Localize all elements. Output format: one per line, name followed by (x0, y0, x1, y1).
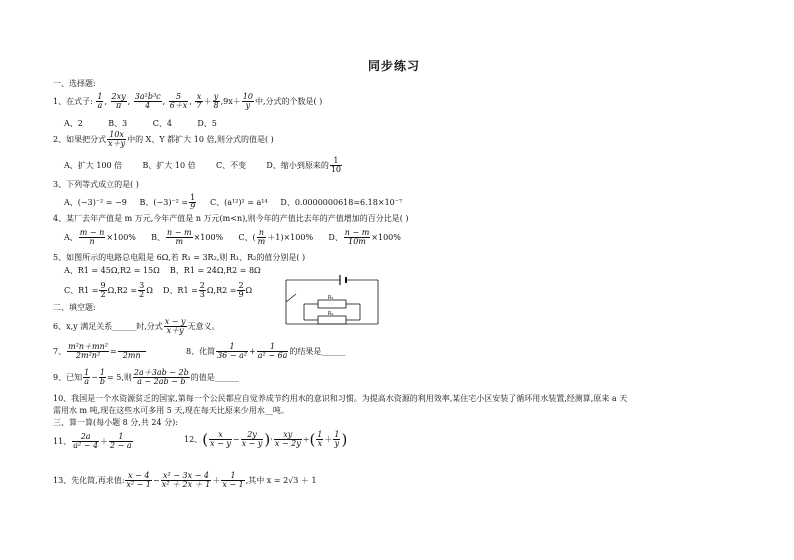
section-heading-fill: 二、填空题: (53, 303, 96, 312)
question-5: 5、如图所示的电路总电阻是 6Ω,若 R₁ = 3R₂,则 R₁、R₂的值分别是( ) (53, 253, 306, 262)
q2-options: A、扩大 100 倍 B、扩大 10 倍 C、不变 D、缩小到原来的 $\frac{1}{10}$ (64, 156, 342, 175)
q4-options: A、 $\frac{m - n}{n}$ ×100% B、 $\frac{n - m}{m}$ ×100% C、( $\frac{n}{m}$ ＋1)×100% D、 $\frac{n - m}{10m}$ ×100% (64, 228, 401, 247)
q1-frac-5: $\frac{x}{7}$ (196, 92, 202, 111)
question-7: 7、 $\frac{\text{m²n＋mn²}}{\text{2m²n²}}$ = 2mn (53, 343, 147, 361)
question-1: 1、在式子: $\frac{1}{a}$ , $\frac{2xy}{\pi}$ , $\frac{\text{3a²b³c}}{4}$ , $\frac{5}{6+x}$ , $\frac{x}{7}$ ＋ $\frac{y}{8}$ ,9x＋ $\frac{10}{y}$ 中,分式的个数是( ) (53, 92, 323, 111)
q1-mid: ,9x＋ (220, 96, 241, 106)
q1-prefix: 1、在式子: (53, 96, 93, 106)
q2-frac: $\frac{10x}{x+y}$ (108, 130, 126, 149)
q3-option-b-frac: $\frac{1}{9}$ (190, 193, 196, 212)
question-12: 12、( $\frac{x}{x - y}$ − $\frac{2y}{x - y}$ )· $\frac{xy}{x - 2y}$ ÷( $\frac{1}{x}$ ＋ $\frac{1}{y}$ ) (184, 430, 348, 449)
q5-options-ab: A、R1 = 45Ω,R2 = 15Ω B、R1 = 24Ω,R2 = 8Ω (64, 266, 261, 275)
question-2: 2、如果把分式 $\frac{10x}{x+y}$ 中的 X、Y 都扩大 10 倍,则分式的值是( ) (53, 130, 274, 149)
circuit-diagram (282, 272, 386, 334)
label-r2: R₂ (328, 311, 334, 317)
q1-suffix: 中,分式的个数是( ) (254, 96, 323, 106)
q1-frac-4: $\frac{5}{6+x}$ (169, 92, 188, 111)
question-13: 13、先化简,再求值: $\frac{x - 4}{\text{x² − 1}}$ − $\frac{\text{x² − 3x − 4}}{\text{x² ＋ 2x ＋ 1}}$ ＋ $\frac{1}{x - 1}$ ,其中 x = 2√3 ＋ 1 (53, 471, 317, 490)
question-10-line-2: 需用水 m 吨,现在这些水可多用 5 天,现在每天比原来少用水__吨。 (53, 406, 289, 415)
page-title: 同步练习 (368, 59, 421, 73)
q2-option-d-frac: $\frac{1}{10}$ (330, 156, 342, 175)
question-10-line-1: 10、我国是一个水资源贫乏的国家,第每一个公民都应自觉养成节约用水的意识和习惯。为提高水资源的利用效率,某住宅小区安装了循环用水装置,经测算,原来 a 天 (53, 394, 628, 403)
question-11: 11、 $\frac{2a}{\text{a² − 4}}$ ＋ $\frac{1}{2 - a}$ (53, 432, 132, 451)
q5-options-cd: C、R1 = $\frac{9}{2}$ Ω,R2 = $\frac{3}{2}$ Ω D、R1 = $\frac{2}{3}$ Ω,R2 = $\frac{2}{9}$ Ω (64, 281, 253, 300)
question-4: 4、某厂去年产值是 m 万元,今年产值是 n 万元(m<n),则今年的产值比去年的产值增加的百分比是( ) (53, 214, 409, 223)
question-9: 9、已知 $\frac{1}{a}$ − $\frac{1}{b}$ = 5,则 $\frac{2a+3ab - 2b}{a - 2ab - b}$ 的值是______ (53, 368, 239, 387)
resistor-r1 (318, 300, 346, 308)
question-3: 3、下列等式成立的是( ) (53, 180, 139, 189)
resistor-r2 (318, 316, 346, 324)
question-8: 8、化简 $\frac{1}{\text{36 − a²}}$ + $\frac{1}{\text{a² − 6a}}$ 的结果是______ (186, 342, 346, 361)
q1-frac-2: $\frac{2xy}{\pi}$ (111, 92, 126, 111)
q1-frac-1: $\frac{1}{a}$ (97, 92, 103, 111)
q1-options: A、2 B、3 C、4 D、5 (64, 119, 217, 128)
section-heading-choice: 一、选择题: (53, 79, 96, 88)
question-6: 6、x,y 满足关系______时,分式 $\frac{x - y}{x+y}$ 无意义。 (53, 317, 220, 336)
q1-frac-3: $\frac{\text{3a²b³c}}{4}$ (134, 92, 161, 111)
section-heading-calc: 三、算一算(每小题 8 分,共 24 分): (53, 418, 178, 427)
label-r1: R₁ (328, 295, 334, 301)
switch (286, 294, 296, 302)
q3-options: A、(−3)⁻² = −9 B、(−3)⁻² = $\frac{1}{9}$ C、(a¹²)² = a¹⁴ D、0.0000000618=6.18×10⁻⁷ (64, 193, 403, 212)
q1-frac-7: $\frac{10}{y}$ (242, 92, 253, 111)
q1-frac-6: $\frac{y}{8}$ (213, 92, 219, 111)
